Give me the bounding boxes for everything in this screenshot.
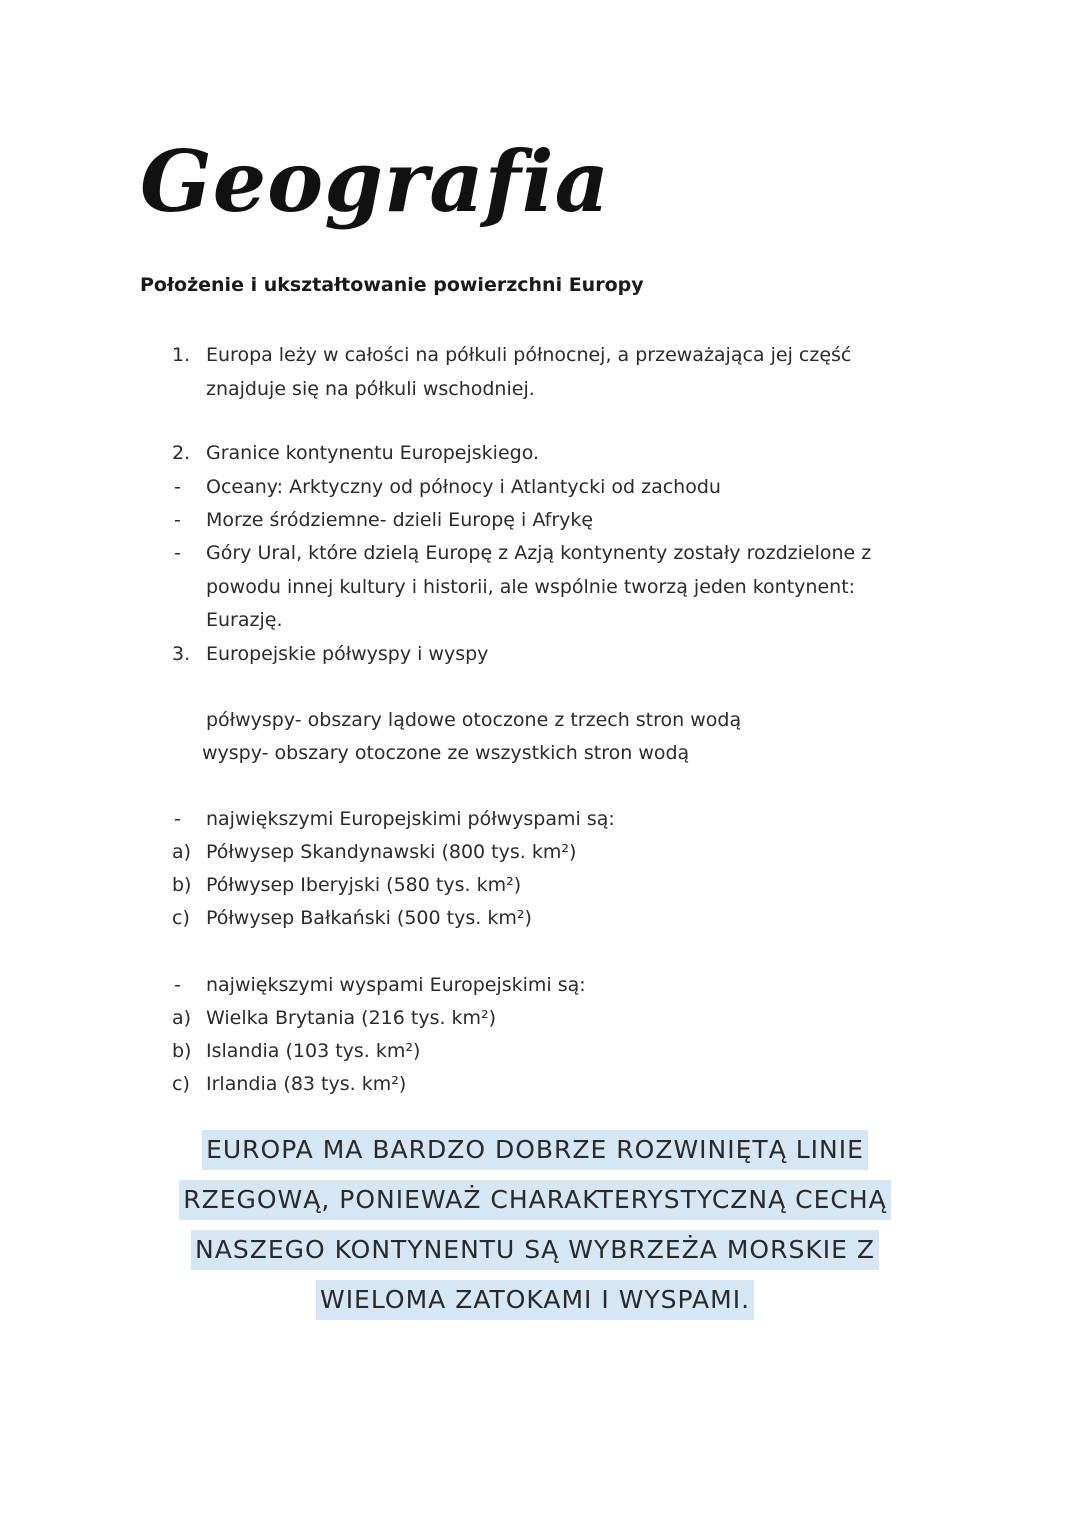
bullet-dash: - <box>174 509 181 531</box>
bullet-dash: - <box>174 808 181 830</box>
highlighted-conclusion <box>150 1130 920 1330</box>
peninsula-item: Półwysep Iberyjski (580 tys. km²) <box>206 874 522 896</box>
highlight-line: RZEGOWĄ, PONIEWAŻ CHARAKTERYSTYCZNĄ CECHĄ <box>179 1180 891 1220</box>
island-item: Islandia (103 tys. km²) <box>206 1040 421 1062</box>
page-title: Geografia <box>140 132 611 231</box>
island-item: Irlandia (83 tys. km²) <box>206 1073 407 1095</box>
bullet-dash: - <box>174 974 181 996</box>
list-marker: a) <box>172 1007 192 1029</box>
list-marker: a) <box>172 841 192 863</box>
item-1-line-2: znajduje się na półkuli wschodniej. <box>206 378 535 400</box>
highlight-line: WIELOMA ZATOKAMI I WYSPAMI. <box>316 1280 754 1320</box>
bullet-dash: - <box>174 476 181 498</box>
peninsula-item: Półwysep Bałkański (500 tys. km²) <box>206 907 532 929</box>
island-item: Wielka Brytania (216 tys. km²) <box>206 1007 497 1029</box>
definition-peninsula: półwyspy- obszary lądowe otoczone z trzech stron wodą <box>206 709 742 731</box>
list-marker: c) <box>172 907 190 929</box>
item-1-line-1: Europa leży w całości na półkuli północnej, a przeważająca jej część <box>206 344 852 366</box>
item-1-number: 1. <box>172 344 191 366</box>
item-2-bullet-ural-line-1: Góry Ural, które dzielą Europę z Azją kontynenty zostały rozdzielone z <box>206 542 872 564</box>
list-marker: c) <box>172 1073 190 1095</box>
highlight-line: EUROPA MA BARDZO DOBRZE ROZWINIĘTĄ LINIE <box>202 1130 868 1170</box>
item-2-bullet-sea: Morze śródziemne- dzieli Europę i Afrykę <box>206 509 594 531</box>
peninsula-item: Półwysep Skandynawski (800 tys. km²) <box>206 841 577 863</box>
item-2-number: 2. <box>172 442 191 464</box>
item-3-number: 3. <box>172 643 191 665</box>
item-2-bullet-ural-line-2: powodu innej kultury i historii, ale wspólnie tworzą jeden kontynent: <box>206 576 856 598</box>
item-2-bullet-ural-line-3: Eurazję. <box>206 609 283 631</box>
islands-intro: największymi wyspami Europejskimi są: <box>206 974 586 996</box>
peninsulas-intro: największymi Europejskimi półwyspami są: <box>206 808 615 830</box>
item-2-heading: Granice kontynentu Europejskiego. <box>206 442 540 464</box>
bullet-dash: - <box>174 542 181 564</box>
list-marker: b) <box>172 874 192 896</box>
list-marker: b) <box>172 1040 192 1062</box>
topic-subtitle: Położenie i ukształtowanie powierzchni Europy <box>140 274 644 296</box>
definition-island: wyspy- obszary otoczone ze wszystkich stron wodą <box>202 742 690 764</box>
item-3-heading: Europejskie półwyspy i wyspy <box>206 643 489 665</box>
item-2-bullet-oceans: Oceany: Arktyczny od północy i Atlantycki od zachodu <box>206 476 721 498</box>
highlight-line: NASZEGO KONTYNENTU SĄ WYBRZEŻA MORSKIE Z <box>191 1230 879 1270</box>
